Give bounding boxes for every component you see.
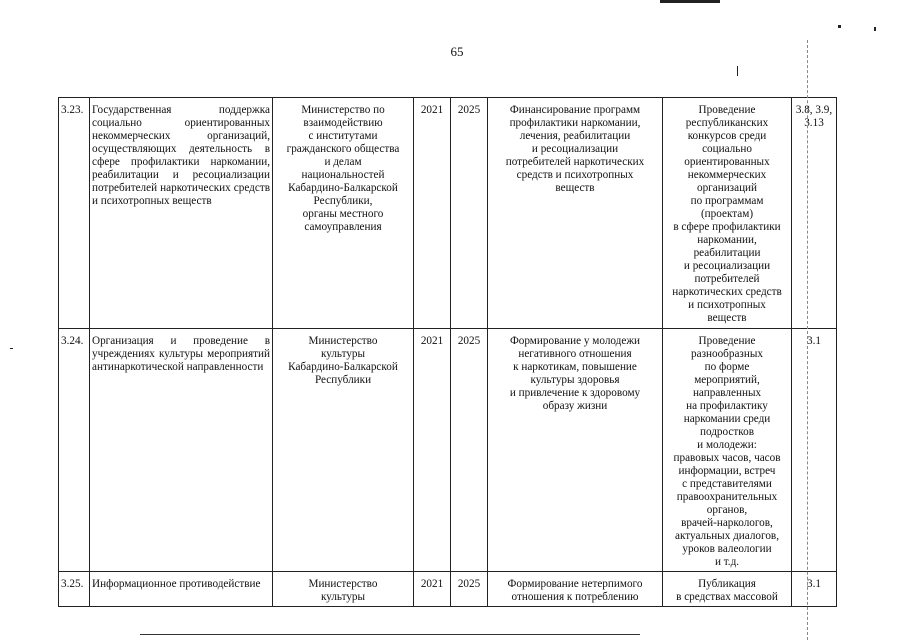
start-year: 2021 bbox=[414, 329, 451, 572]
goal: Формирование нетерпимого отношения к потреблению bbox=[488, 572, 663, 607]
item-number: 3.23. bbox=[59, 98, 90, 329]
table-row bbox=[59, 329, 837, 572]
start-year: 2021 bbox=[414, 98, 451, 329]
measure-name: Государственная поддержка социально ориентированных некоммерческих организаций, осуществляющих деятельность в сфере профилактики наркомании, реабилитации и ресоциализации потребителей наркотических средств и психотропных веществ bbox=[90, 98, 273, 329]
measure-name: Организация и проведение в учреждениях культуры мероприятий антинаркотической направленности bbox=[90, 329, 273, 572]
scan-artifact-dot bbox=[874, 27, 876, 31]
related-indicators: 3.1 bbox=[792, 329, 837, 572]
expected-result: Проведение разнообразных по форме мероприятий, направленных на профилактику наркомании среди подростков и молодежи: правовых часов, часов информации, встреч с представителями правоохранительных органов, врачей-наркологов, актуальных диалогов, уроков валеологии и т.д. bbox=[663, 329, 792, 572]
scan-artifact-dot bbox=[737, 66, 738, 76]
item-number: 3.24. bbox=[59, 329, 90, 572]
responsible-organization: Министерство по взаимодействию с институтами гражданского общества и делам национальностей Кабардино-Балкарской Республики, органы местного самоуправления bbox=[273, 98, 414, 329]
measures-table bbox=[58, 97, 837, 607]
measure-name: Информационное противодействие bbox=[90, 572, 273, 607]
end-year: 2025 bbox=[451, 98, 488, 329]
table-row bbox=[59, 98, 837, 329]
goal: Формирование у молодежи негативного отношения к наркотикам, повышение культуры здоровья и привлечение к здоровому образу жизни bbox=[488, 329, 663, 572]
related-indicators: 3.1 bbox=[792, 572, 837, 607]
page-number: 65 bbox=[450, 44, 464, 59]
scan-artifact-dot bbox=[660, 0, 720, 3]
scan-artifact-dot bbox=[838, 25, 841, 28]
scan-artifact-line bbox=[140, 634, 640, 635]
goal: Финансирование программ профилактики наркомании, лечения, реабилитации и ресоциализации потребителей наркотических средств и психотропных веществ bbox=[488, 98, 663, 329]
expected-result: Проведение республиканских конкурсов среди социально ориентированных некоммерческих организаций по программам (проектам) в сфере профилактики наркомании, реабилитации и ресоциализации потребителей наркотических средств и психотропных веществ bbox=[663, 98, 792, 329]
scan-artifact-dot bbox=[10, 348, 13, 349]
responsible-organization: Министерство культуры Кабардино-Балкарской Республики bbox=[273, 329, 414, 572]
scan-artifact-line bbox=[807, 40, 809, 640]
expected-result: Публикация в средствах массовой bbox=[663, 572, 792, 607]
end-year: 2025 bbox=[451, 572, 488, 607]
related-indicators: 3.8, 3.9, 3.13 bbox=[792, 98, 837, 329]
end-year: 2025 bbox=[451, 329, 488, 572]
table-row bbox=[59, 572, 837, 607]
item-number: 3.25. bbox=[59, 572, 90, 607]
responsible-organization: Министерство культуры bbox=[273, 572, 414, 607]
start-year: 2021 bbox=[414, 572, 451, 607]
